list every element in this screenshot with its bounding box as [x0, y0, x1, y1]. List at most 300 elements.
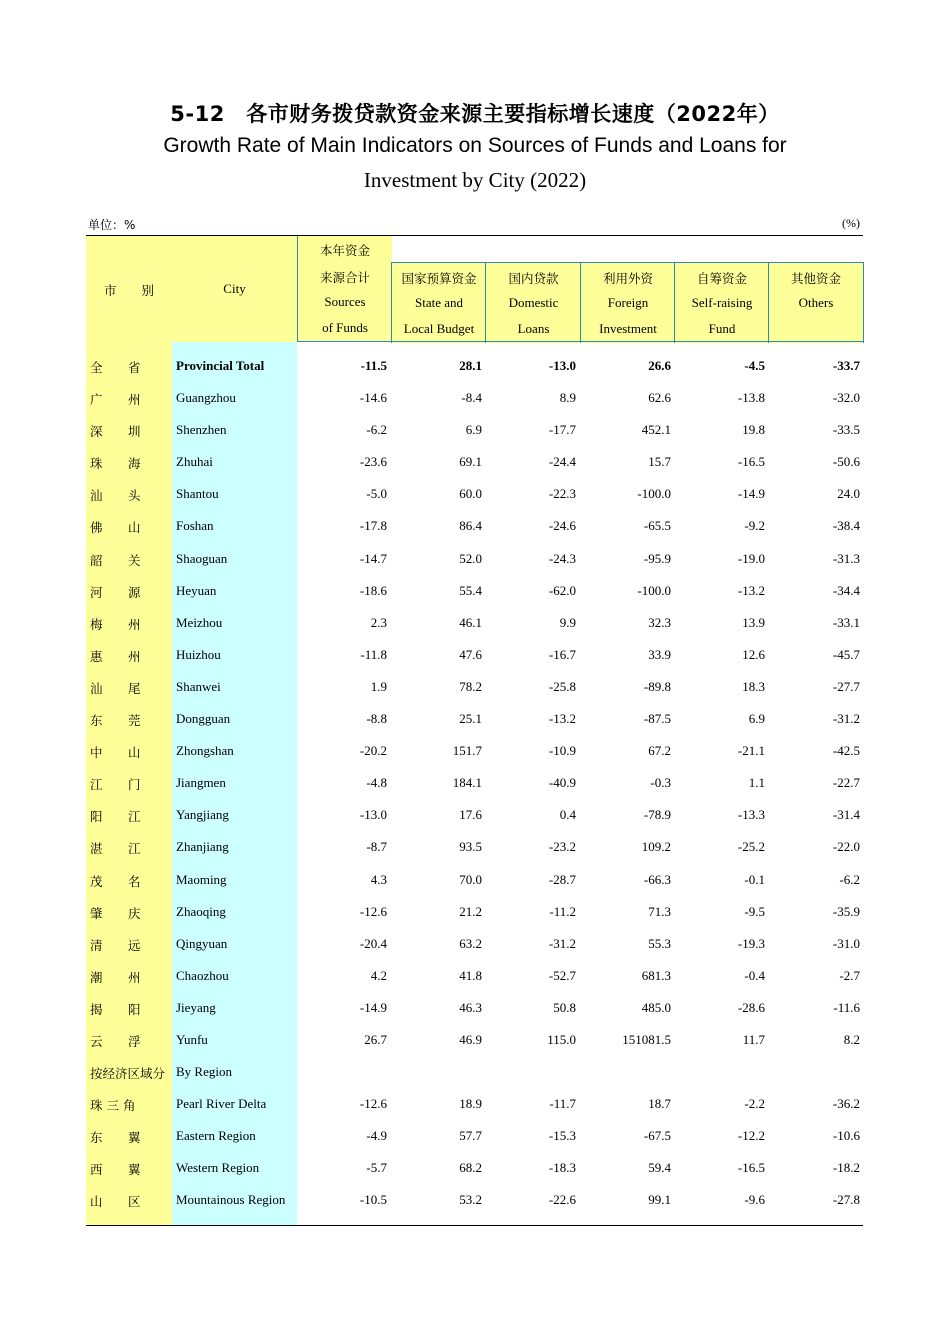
row-value: -38.4 — [832, 518, 860, 534]
row-city-en-label: Zhuhai — [176, 454, 213, 470]
row-value: 485.0 — [641, 999, 671, 1015]
row-value: -8.4 — [461, 390, 482, 406]
header-total-en1: Sources — [324, 294, 366, 309]
row-city-en-label: Qingyuan — [176, 935, 228, 951]
row-value: -34.4 — [832, 582, 860, 598]
row-value: 26.7 — [364, 1031, 387, 1047]
row-value: -12.2 — [737, 1128, 765, 1144]
header-col-en1: State and — [414, 295, 463, 310]
row-city-en-label: Mountainous Region — [176, 1192, 286, 1208]
row-value: 71.3 — [648, 903, 671, 919]
row-value: -62.0 — [548, 582, 576, 598]
row-value: 15.7 — [648, 454, 671, 470]
header-col-cn: 国内贷款 — [508, 271, 559, 286]
row-value: 32.3 — [648, 614, 671, 630]
row-value: 63.2 — [459, 935, 482, 951]
row-city-cn — [86, 350, 172, 382]
row-value: 52.0 — [459, 550, 482, 566]
row-cn-char-b: 尾 — [128, 680, 141, 696]
row-city-en — [172, 864, 297, 896]
row-city-en — [172, 703, 297, 735]
table-row — [86, 639, 863, 671]
row-value: 11.7 — [742, 1031, 765, 1047]
row-value: -9.6 — [744, 1192, 765, 1208]
row-cn-char-a: 东 — [90, 1130, 103, 1146]
row-cn-char-a: 广 — [90, 392, 103, 408]
row-value: -28.7 — [548, 871, 576, 887]
row-cn-char-b: 头 — [128, 488, 141, 504]
row-cn-char-a: 东 — [90, 713, 103, 729]
row-city-en-label: Huizhou — [176, 646, 221, 662]
row-value: -8.7 — [366, 839, 387, 855]
row-value: 0.4 — [559, 807, 576, 823]
row-value: -23.6 — [359, 454, 387, 470]
row-value: -42.5 — [832, 743, 860, 759]
table-header — [86, 236, 863, 342]
row-value: -89.8 — [643, 678, 671, 694]
row-value: -11.8 — [360, 646, 387, 662]
row-value: -4.8 — [366, 775, 387, 791]
row-city-cn — [86, 1120, 172, 1152]
row-cn-char-b: 名 — [128, 873, 141, 889]
row-value: -11.5 — [360, 358, 387, 373]
row-value: 67.2 — [648, 743, 671, 759]
row-value: -33.7 — [832, 358, 860, 373]
row-cn-char-a: 惠 — [90, 648, 103, 664]
row-value: -6.2 — [839, 871, 860, 887]
row-value: -5.0 — [366, 486, 387, 502]
row-cn-char-b: 阳 — [128, 1001, 141, 1017]
page-title-english-line1: Growth Rate of Main Indicators on Sources of Funds and Loans for — [163, 134, 787, 157]
row-cn-char-b: 莞 — [128, 713, 141, 729]
row-value: -78.9 — [643, 807, 671, 823]
row-value: 452.1 — [641, 422, 671, 438]
row-value: -22.6 — [548, 1192, 576, 1208]
row-value: 12.6 — [742, 646, 765, 662]
row-value: -87.5 — [643, 711, 671, 727]
row-cn-char-b: 浮 — [128, 1033, 141, 1049]
row-cn-char-a: 梅 — [90, 616, 103, 632]
row-value: -0.1 — [744, 871, 765, 887]
row-value: -22.0 — [832, 839, 860, 855]
header-foreign-investment — [580, 262, 675, 343]
row-value: -13.2 — [737, 582, 765, 598]
row-city-en — [172, 510, 297, 542]
table-row — [86, 864, 863, 896]
header-total-sources — [297, 236, 392, 342]
row-value: 41.8 — [459, 967, 482, 983]
row-cn-char-a: 潮 — [90, 969, 103, 985]
header-others — [768, 262, 864, 343]
row-value: -36.2 — [832, 1096, 860, 1112]
row-city-cn — [86, 639, 172, 671]
row-value: 151081.5 — [622, 1031, 671, 1047]
row-value: 18.7 — [648, 1096, 671, 1112]
row-value: -13.8 — [737, 390, 765, 406]
row-value: 2.3 — [370, 614, 387, 630]
header-col-en1: Foreign — [607, 295, 649, 310]
row-city-en — [172, 543, 297, 575]
row-value: 26.6 — [648, 358, 671, 373]
row-city-cn — [86, 735, 172, 767]
row-value: -11.2 — [549, 903, 576, 919]
row-value: -50.6 — [832, 454, 860, 470]
region-header-row — [86, 1056, 863, 1088]
row-city-cn — [86, 992, 172, 1024]
row-value: -32.0 — [832, 390, 860, 406]
row-value: -95.9 — [643, 550, 671, 566]
row-value: 28.1 — [459, 358, 482, 373]
row-cn-char-a: 茂 — [90, 873, 103, 889]
row-city-cn — [86, 767, 172, 799]
row-city-en-label: Jiangmen — [176, 775, 226, 791]
page-title-english-line2: Investment by City (2022) — [363, 168, 587, 192]
row-cn-char-b: 关 — [128, 552, 141, 568]
spacer-city — [172, 342, 297, 350]
row-city-en — [172, 639, 297, 671]
row-cn-char-a: 云 — [90, 1033, 103, 1049]
row-cn-char-b: 州 — [128, 616, 141, 632]
row-city-en-label: By Region — [176, 1064, 232, 1080]
row-cn-char-b: 源 — [128, 584, 141, 600]
row-value: 46.9 — [459, 1031, 482, 1047]
header-col-en2: Investment — [599, 321, 657, 336]
row-city-cn — [86, 703, 172, 735]
row-value: 86.4 — [459, 518, 482, 534]
row-value: -10.5 — [359, 1192, 387, 1208]
row-city-en-label: Yangjiang — [176, 807, 229, 823]
row-value: -31.0 — [832, 935, 860, 951]
row-cn-char-b: 翼 — [128, 1162, 141, 1178]
row-value: 681.3 — [641, 967, 671, 983]
row-value: -25.8 — [548, 678, 576, 694]
row-city-en-label: Jieyang — [176, 999, 216, 1015]
row-city-en — [172, 382, 297, 414]
row-city-en — [172, 575, 297, 607]
header-col-cn: 自筹资金 — [696, 271, 747, 286]
table-row — [86, 510, 863, 542]
row-city-en — [172, 607, 297, 639]
row-city-cn — [86, 1056, 172, 1088]
row-city-en-label: Western Region — [176, 1160, 260, 1176]
header-state-budget — [391, 262, 486, 343]
row-value: -31.4 — [832, 807, 860, 823]
row-value: -52.7 — [548, 967, 576, 983]
row-city-cn — [86, 1024, 172, 1056]
row-city-en — [172, 896, 297, 928]
row-value: -16.7 — [548, 646, 576, 662]
row-city-cn — [86, 382, 172, 414]
row-value: -24.4 — [548, 454, 576, 470]
row-value: -22.3 — [548, 486, 576, 502]
row-city-cn — [86, 414, 172, 446]
table-row — [86, 703, 863, 735]
row-value: 17.6 — [459, 807, 482, 823]
row-city-cn — [86, 799, 172, 831]
row-value: -5.7 — [366, 1160, 387, 1176]
row-value: 70.0 — [459, 871, 482, 887]
row-value: 1.1 — [748, 775, 765, 791]
row-cn-char-a: 湛 — [90, 841, 103, 857]
row-city-en-label: Provincial Total — [176, 358, 265, 373]
row-city-en — [172, 1184, 297, 1216]
row-value: -11.6 — [833, 999, 860, 1015]
row-city-en — [172, 1120, 297, 1152]
row-city-en — [172, 350, 297, 382]
row-cn-char-b: 山 — [128, 745, 141, 761]
row-cn-char-b: 江 — [128, 809, 141, 825]
row-value: -18.2 — [832, 1160, 860, 1176]
row-cn-char-b: 庆 — [128, 905, 141, 921]
row-value: -25.2 — [737, 839, 765, 855]
header-domestic-loans — [485, 262, 581, 343]
row-cn-char-b: 山 — [128, 520, 141, 536]
table-row — [86, 799, 863, 831]
row-city-en — [172, 767, 297, 799]
row-value: 9.9 — [559, 614, 576, 630]
row-value: 18.3 — [742, 678, 765, 694]
unit-label-english: (%) — [842, 216, 860, 230]
row-cn-char-b: 州 — [128, 969, 141, 985]
row-value: 21.2 — [459, 903, 482, 919]
row-value: -0.4 — [744, 967, 765, 983]
row-value: -14.6 — [359, 390, 387, 406]
row-value: -33.5 — [832, 422, 860, 438]
row-value: -21.1 — [737, 743, 765, 759]
row-value: -9.5 — [744, 903, 765, 919]
row-value: -14.9 — [737, 486, 765, 502]
row-value: 55.4 — [459, 582, 482, 598]
table-row — [86, 767, 863, 799]
row-value: 109.2 — [641, 839, 671, 855]
table-body — [86, 350, 863, 1217]
header-self-raising-fund — [674, 262, 769, 343]
row-city-en-label: Shaoguan — [176, 550, 228, 566]
row-cn-char-a: 肇 — [90, 905, 103, 921]
spacer-cn — [86, 1217, 172, 1225]
row-value: 69.1 — [459, 454, 482, 470]
row-cn-char-a: 佛 — [90, 520, 103, 536]
row-cn-char-a: 汕 — [90, 488, 103, 504]
row-cn-char-b: 江 — [128, 841, 141, 857]
row-value: -17.7 — [548, 422, 576, 438]
row-cn-char-a: 江 — [90, 777, 103, 793]
row-cn-char-b: 州 — [128, 392, 141, 408]
header-city-en — [172, 236, 297, 342]
row-city-en — [172, 446, 297, 478]
header-col-en2: Loans — [517, 321, 550, 336]
table-row — [86, 1152, 863, 1184]
row-value: -14.9 — [359, 999, 387, 1015]
header-total-en2: of Funds — [322, 320, 368, 335]
row-value: -20.4 — [359, 935, 387, 951]
row-city-cn — [86, 510, 172, 542]
row-value: -23.2 — [548, 839, 576, 855]
row-city-en-label: Shanwei — [176, 678, 221, 694]
row-city-cn — [86, 575, 172, 607]
row-value: 1.9 — [370, 678, 387, 694]
row-value: -17.8 — [359, 518, 387, 534]
row-value: 62.6 — [648, 390, 671, 406]
row-city-en — [172, 799, 297, 831]
row-value: -18.6 — [359, 582, 387, 598]
row-city-en-label: Eastern Region — [176, 1128, 256, 1144]
row-cn-char-a: 中 — [90, 745, 103, 761]
row-value: -9.2 — [744, 518, 765, 534]
header-col-cn: 其他资金 — [790, 271, 841, 286]
data-table — [86, 235, 863, 1226]
row-value: -45.7 — [832, 646, 860, 662]
row-value: -24.3 — [548, 550, 576, 566]
row-city-cn — [86, 1152, 172, 1184]
header-col-en2: Fund — [708, 321, 736, 336]
row-value: -10.9 — [548, 743, 576, 759]
row-cn-char-b: 区 — [128, 1194, 141, 1210]
header-city-cn — [86, 236, 172, 342]
row-value: -2.7 — [839, 967, 860, 983]
row-city-en — [172, 671, 297, 703]
row-city-en-label: Dongguan — [176, 711, 231, 727]
row-city-en — [172, 478, 297, 510]
header-city-en-label: City — [223, 281, 246, 296]
row-city-en-label: Meizhou — [176, 614, 223, 630]
page-title-chinese: 5-12 各市财务拨贷款资金来源主要指标增长速度（2022年） — [170, 102, 780, 126]
table-row — [86, 382, 863, 414]
row-value: -35.9 — [832, 903, 860, 919]
row-value: -10.6 — [832, 1128, 860, 1144]
row-value: 8.2 — [843, 1031, 860, 1047]
row-value: 33.9 — [648, 646, 671, 662]
row-cn-char-a: 揭 — [90, 1001, 103, 1017]
row-city-en-label: Zhongshan — [176, 743, 234, 759]
row-value: -66.3 — [643, 871, 671, 887]
row-city-en — [172, 831, 297, 863]
table-row — [86, 831, 863, 863]
row-city-en-label: Foshan — [176, 518, 214, 534]
row-city-cn — [86, 960, 172, 992]
row-value: -31.2 — [548, 935, 576, 951]
row-cn-char-a: 汕 — [90, 680, 103, 696]
row-value: 46.1 — [459, 614, 482, 630]
row-value: -28.6 — [737, 999, 765, 1015]
row-city-cn — [86, 543, 172, 575]
row-value: -100.0 — [637, 486, 671, 502]
row-value: -22.7 — [832, 775, 860, 791]
row-city-en — [172, 1024, 297, 1056]
row-cn-label: 按经济区域分 — [90, 1066, 166, 1082]
row-cn-char-a: 珠 三 角 — [90, 1098, 136, 1114]
table-row — [86, 414, 863, 446]
row-cn-char-b: 省 — [128, 360, 141, 375]
row-city-cn — [86, 478, 172, 510]
spacer-city — [172, 1217, 297, 1225]
row-value: -4.9 — [366, 1128, 387, 1144]
row-value: -6.2 — [366, 422, 387, 438]
row-city-cn — [86, 831, 172, 863]
row-value: 99.1 — [648, 1192, 671, 1208]
row-value: -27.8 — [832, 1192, 860, 1208]
table-row — [86, 960, 863, 992]
header-col-en1: Domestic — [508, 295, 559, 310]
row-cn-char-b: 翼 — [128, 1130, 141, 1146]
row-cn-char-a: 深 — [90, 424, 103, 440]
header-total-cn2: 来源合计 — [319, 270, 370, 285]
header-col-en2: Local Budget — [403, 321, 475, 336]
row-cn-char-a: 河 — [90, 584, 103, 600]
row-value: -14.7 — [359, 550, 387, 566]
row-city-en — [172, 992, 297, 1024]
spacer-row — [86, 342, 863, 350]
row-value: 78.2 — [459, 678, 482, 694]
row-value: -67.5 — [643, 1128, 671, 1144]
table-row — [86, 1120, 863, 1152]
row-city-cn — [86, 607, 172, 639]
table-row — [86, 1088, 863, 1120]
row-value: -16.5 — [737, 454, 765, 470]
header-col-en1: Self-raising — [691, 295, 753, 310]
row-value: -13.0 — [548, 358, 576, 373]
row-city-cn — [86, 1088, 172, 1120]
row-value: -2.2 — [744, 1096, 765, 1112]
row-value: 57.7 — [459, 1128, 482, 1144]
header-col-cn: 国家预算资金 — [401, 271, 477, 286]
row-cn-char-b: 州 — [128, 648, 141, 664]
row-value: 115.0 — [547, 1031, 576, 1047]
table-row — [86, 607, 863, 639]
row-city-cn — [86, 928, 172, 960]
row-value: -20.2 — [359, 743, 387, 759]
row-value: -24.6 — [548, 518, 576, 534]
row-value: -19.0 — [737, 550, 765, 566]
row-value: -40.9 — [548, 775, 576, 791]
row-cn-char-a: 珠 — [90, 456, 103, 472]
row-city-en — [172, 928, 297, 960]
row-value: -100.0 — [637, 582, 671, 598]
row-value: 6.9 — [748, 711, 765, 727]
table-row — [86, 350, 863, 382]
row-value: -15.3 — [548, 1128, 576, 1144]
row-city-en — [172, 1088, 297, 1120]
row-value: 55.3 — [648, 935, 671, 951]
table-row — [86, 543, 863, 575]
row-value: 4.2 — [370, 967, 387, 983]
row-value: 13.9 — [742, 614, 765, 630]
row-cn-char-a: 全 — [90, 360, 103, 375]
row-city-en — [172, 414, 297, 446]
header-total-cn1: 本年资金 — [319, 243, 370, 258]
row-city-en-label: Yunfu — [176, 1031, 208, 1047]
row-city-en — [172, 735, 297, 767]
spacer-row-bottom — [86, 1217, 863, 1225]
row-value: 46.3 — [459, 999, 482, 1015]
row-city-en — [172, 1152, 297, 1184]
header-col-cn: 利用外资 — [602, 271, 653, 286]
row-value: 50.8 — [553, 999, 576, 1015]
table-row — [86, 671, 863, 703]
row-city-en-label: Zhaoqing — [176, 903, 226, 919]
table-row — [86, 446, 863, 478]
row-city-en-label: Shenzhen — [176, 422, 227, 438]
table-row — [86, 735, 863, 767]
header-col-en1: Others — [798, 295, 834, 310]
row-cn-char-a: 清 — [90, 937, 103, 953]
row-value: -18.3 — [548, 1160, 576, 1176]
row-city-cn — [86, 446, 172, 478]
row-value: -31.3 — [832, 550, 860, 566]
row-value: 4.3 — [370, 871, 387, 887]
row-value: -16.5 — [737, 1160, 765, 1176]
row-city-en-label: Zhanjiang — [176, 839, 229, 855]
